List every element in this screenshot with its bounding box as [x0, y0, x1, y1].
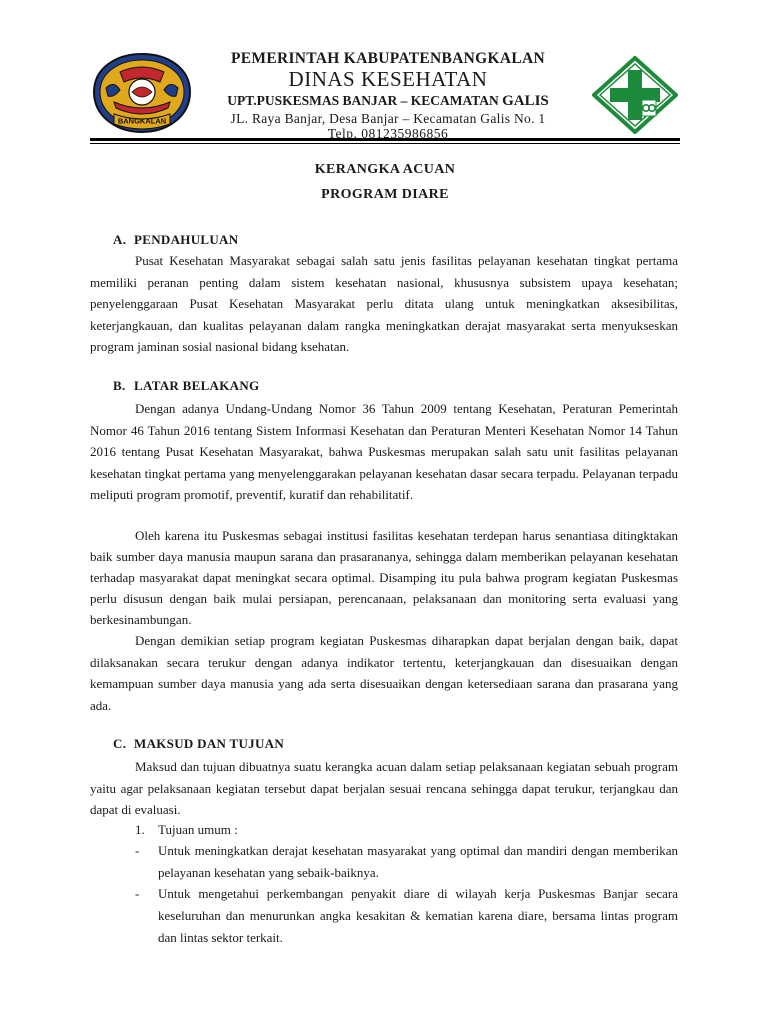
- section-b-paragraph-3: Dengan demikian setiap program kegiatan Puskesmas diharapkan dapat berjalan dengan baik, dapat dilaksanakan secara terukur dengan adanya indikator tertentu, keterjangkauan dan disesuaikan dengan kemampuan sumber daya manusia yang ada serta disesuaikan dengan ketersediaan sarana dan prasarana yang ada.: [90, 633, 678, 713]
- bullet-text: Untuk mengetahui perkembangan penyakit diare di wilayah kerja Puskesmas Banjar secara keseluruhan dan menurunkan angka kesakitan & kematian karena diare, bersama lintas program dan lintas sektor terkait.: [158, 886, 678, 945]
- letterhead-phone: Telp. 081235986856: [327, 126, 449, 142]
- objective-general-item: [135, 822, 238, 838]
- document-subtitle: PROGRAM DIARE: [321, 187, 449, 202]
- document-title: KERANGKA ACUAN: [314, 162, 456, 177]
- bullet-dash: -: [135, 843, 140, 858]
- letterhead-government: PEMERINTAH KABUPATENBANGKALAN: [231, 50, 545, 67]
- section-a-label: A.: [113, 232, 127, 247]
- letterhead-unit-a: UPT.PUSKESMAS BANJAR – KECAMATAN: [227, 93, 503, 109]
- letterhead-agency: DINAS KESEHATAN: [288, 67, 488, 92]
- emblem-label: BANGKALAN: [117, 116, 167, 126]
- section-c-paragraph: Maksud dan tujuan dibuatnya suatu kerangka acuan dalam setiap pelaksanaan kegiatan sebuah program yaitu agar pelaksanaan kegiatan tersebut dapat berjalan sesuai rencana sehingga dapat terukur, terjangkau dan dapat di evaluasi.: [90, 759, 678, 817]
- section-b-label: B.: [113, 378, 126, 393]
- section-b-title: LATAR BELAKANG: [134, 378, 260, 393]
- section-a-heading: [113, 232, 238, 248]
- section-c-heading: [113, 736, 284, 752]
- letterhead-unit-b: GALIS: [502, 93, 549, 110]
- section-b-paragraph-1: Dengan adanya Undang-Undang Nomor 36 Tahun 2009 tentang Kesehatan, Peraturan Pemerintah Nomor 46 Tahun 2016 tentang Sistem Informasi Kesehatan dan Peraturan Menteri Kesehatan Nomor 14 Tahun 2016 tentang Pusat Kesehatan Masyarakat, bahwa Puskesmas merupakan salah satu unit fasilitas pelayanan kesehatan tingkat pertama yang menyelenggarakan pelayanan kesehatan dasar secara terpadu. Pelayanan terpadu meliputi program promotif, preventif, kuratif dan rehabilitatif.: [90, 401, 678, 502]
- letterhead-rule-thin: [90, 143, 680, 144]
- section-c-title: MAKSUD DAN TUJUAN: [134, 736, 285, 751]
- objective-bullet-1: [135, 840, 678, 884]
- section-b-heading: [113, 378, 259, 394]
- section-b-paragraph-2: Oleh karena itu Puskesmas sebagai institusi fasilitas kesehatan terdepan harus senantiasa ditingktakan baik sumber daya manusia maupun sarana dan prasarananya, sehingga dalam memberikan pelayanan kesehatan terhadap masyarakat dapat meningkat secara optimal. Disamping itu pula bahwa program kegiatan Puskesmas perlu disusun dengan baik mulai persiapan, perencanaan, pelaksanaan dan monitoring serta evaluasi yang berkesinambungan.: [90, 528, 678, 627]
- puskesmas-cross-logo: [592, 56, 678, 134]
- section-a-paragraph: Pusat Kesehatan Masyarakat sebagai salah satu jenis fasilitas pelayanan kesehatan tingkat pertama memiliki peranan penting dalam sistem kesehatan nasional, khususnya subsistem upaya kesehatan; penyelenggaraan Pusat Kesehatan Masyarakat perlu ditata ulang untuk meningkatkan aksesibilitas, keterjangkauan, dan kualitas pelayanan dalam rangka meningkatkan derajat masyarakat serta menyukseskan program jaminan sosial nasional bidang ksehatan.: [90, 253, 678, 354]
- letterhead-address: JL. Raya Banjar, Desa Banjar – Kecamatan Galis No. 1: [230, 110, 546, 126]
- section-a-title: PENDAHULUAN: [134, 232, 239, 247]
- letterhead-rule-thick: [90, 138, 680, 141]
- objective-number: 1.: [135, 822, 145, 837]
- bangkalan-emblem-logo: [90, 52, 194, 136]
- objective-label: Tujuan umum :: [158, 822, 238, 837]
- bullet-dash: -: [135, 886, 140, 901]
- letterhead-unit: [196, 93, 580, 110]
- objective-bullet-2: [135, 883, 678, 949]
- letterhead: [196, 50, 580, 142]
- bullet-text: Untuk meningkatkan derajat kesehatan masyarakat yang optimal dan mandiri dengan memberikan pelayanan kesehatan yang sebaik-baiknya.: [158, 843, 678, 880]
- section-c-label: C.: [113, 736, 127, 751]
